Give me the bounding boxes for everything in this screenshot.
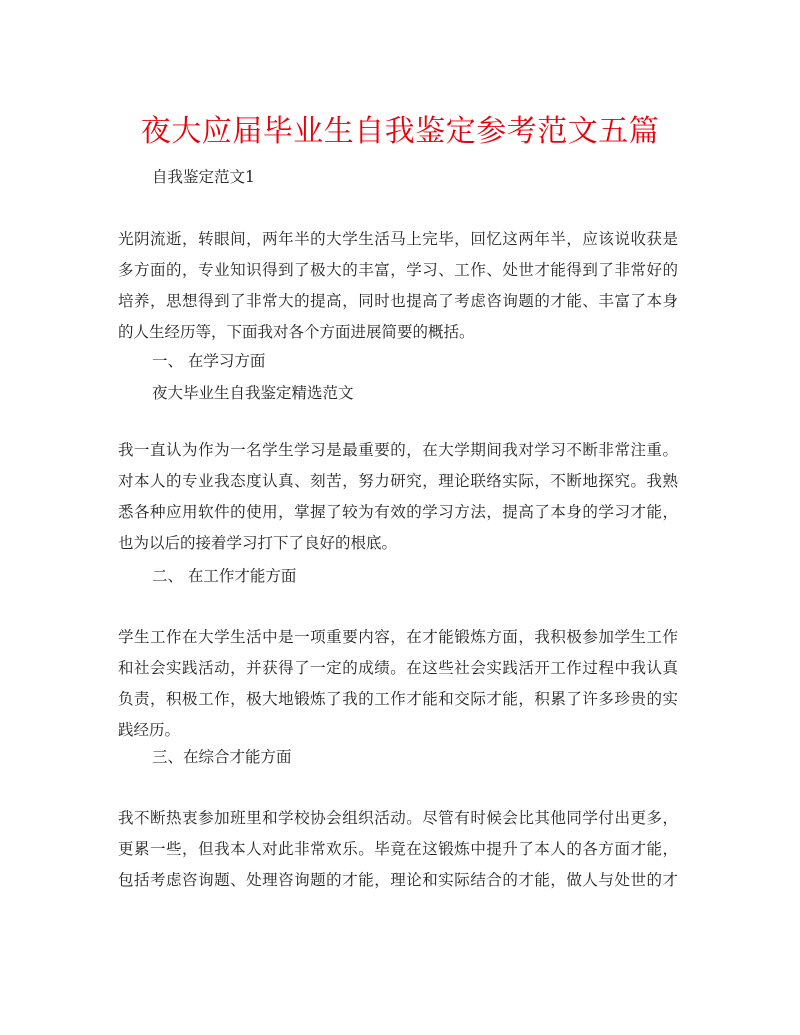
paragraph-line: 我一直认为作为一名学生学习是最重要的，在大学期间我对学习不断非常注重。 [118, 441, 678, 459]
paragraph-line: 更累一些，但我本人对此非常欢乐。毕竟在这锻炼中提升了本人的各方面才能， [118, 840, 678, 858]
paragraph-line: 光阴流逝，转眼间，两年半的大学生活马上完毕，回忆这两年半，应该说收获是 [118, 230, 678, 248]
paragraph-line: 多方面的，专业知识得到了极大的丰富，学习、工作、处世才能得到了非常好的 [118, 261, 678, 279]
paragraph-line: 负责，积极工作，极大地锻炼了我的工作才能和交际才能，积累了许多珍贵的实 [118, 690, 678, 708]
section-heading-work: 二、 在工作才能方面 [152, 567, 297, 585]
paragraph-line: 我不断热衷参加班里和学校协会组织活动。尽管有时候会比其他同学付出更多， [118, 809, 678, 827]
paragraph-work [118, 622, 678, 746]
section-heading-study: 一、 在学习方面 [152, 352, 266, 370]
paragraph-intro [118, 224, 678, 348]
paragraph-line: 学生工作在大学生活中是一项重要内容，在才能锻炼方面，我积极参加学生工作 [118, 628, 678, 646]
paragraph-line: 培养，思想得到了非常大的提高，同时也提高了考虑咨询题的才能、丰富了本身 [118, 292, 678, 310]
paragraph-line: 对本人的专业我态度认真、刻苦，努力研究，理论联络实际，不断地探究。我熟 [118, 472, 678, 490]
document-title: 夜大应届毕业生自我鉴定参考范文五篇 [140, 114, 660, 149]
section-heading-overall: 三、在综合才能方面 [152, 748, 292, 766]
section-heading-sample-1: 自我鉴定范文1 [152, 168, 255, 186]
paragraph-study [118, 435, 678, 559]
paragraph-line: 和社会实践活动，并获得了一定的成绩。在这些社会实践活开工作过程中我认真 [118, 659, 678, 677]
paragraph-line: 也为以后的接着学习打下了良好的根底。 [118, 534, 398, 552]
section-heading-selected-sample: 夜大毕业生自我鉴定精选范文 [152, 384, 354, 402]
paragraph-line: 的人生经历等，下面我对各个方面进展简要的概括。 [118, 323, 475, 341]
paragraph-line: 包括考虑咨询题、处理咨询题的才能，理论和实际结合的才能，做人与处世的才 [118, 871, 678, 889]
paragraph-line: 悉各种应用软件的使用，掌握了较为有效的学习方法，提高了本身的学习才能， [118, 503, 678, 521]
paragraph-overall [118, 803, 678, 896]
paragraph-line: 践经历。 [118, 721, 181, 739]
